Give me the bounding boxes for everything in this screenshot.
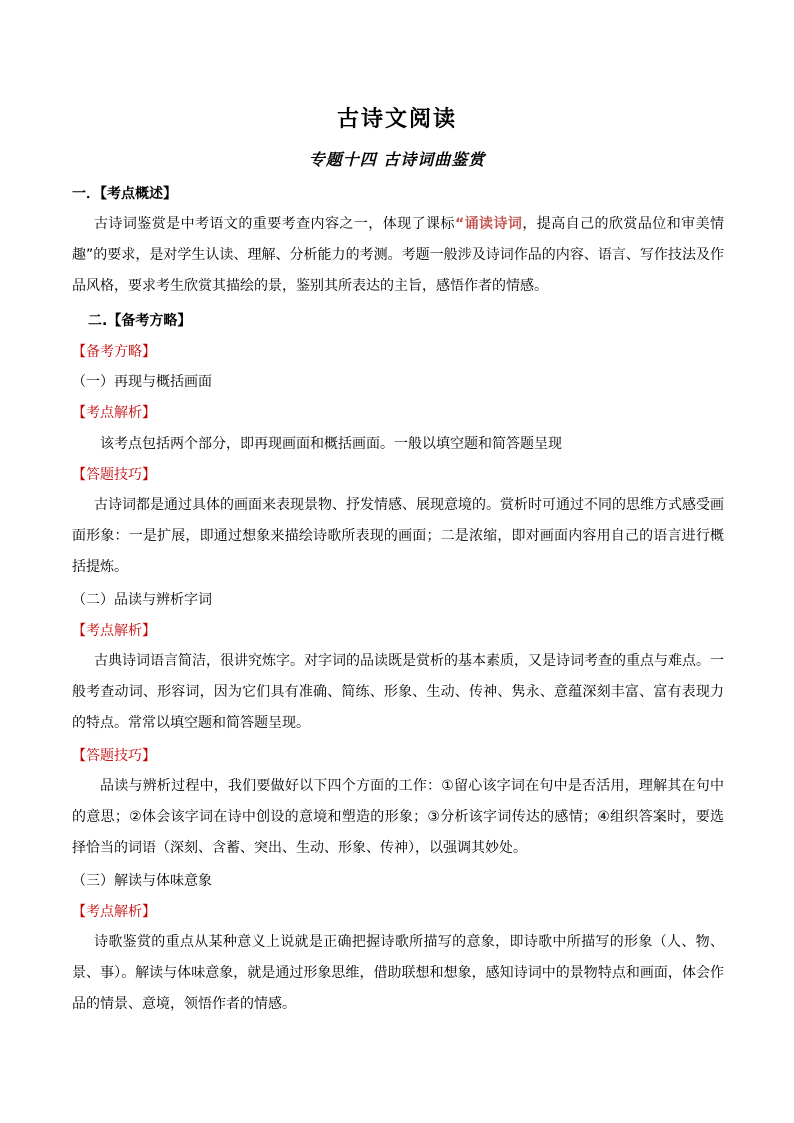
tag-beikao: 【备考方略】 [72, 344, 156, 360]
intro-highlight: “诵读诗词 [454, 216, 523, 232]
sec3-analysis-text: 诗歌鉴赏的重点从某种意义上说就是正确把握诗歌所描写的意象，即诗歌中所描写的形象（人、物、景、事）。解读与体味意象，就是通过形象思维，借助联想和想象，感知诗词中的景物特点和画面，体会作品的情景、意境，领悟作者的情感。 [72, 934, 724, 1012]
section-heading-strategy: 二.【备考方略】 [88, 313, 192, 329]
sec1-tag-analysis: 【考点解析】 [72, 405, 156, 421]
section-heading-overview: 一．【考点概述】 [72, 186, 177, 202]
page-title: 古诗文阅读 [336, 107, 457, 132]
sec2-analysis-text: 古典诗词语言简洁，很讲究炼字。对字词的品读既是赏析的基本素质，又是诗词考查的重点与难点。一般考查动词、形容词，因为它们具有准确、简练、形象、生动、传神、隽永、意蕴深刻丰富、富有表现力的特点。常常以填空题和简答题呈现。 [72, 653, 724, 731]
sec2-tag-analysis: 【考点解析】 [72, 623, 156, 639]
sec1-tag-tips: 【答题技巧】 [72, 467, 156, 483]
sec1-title: （一）再现与概括画面 [72, 374, 212, 390]
sec3-tag-analysis: 【考点解析】 [72, 904, 156, 920]
intro-paragraph [72, 209, 724, 302]
intro-text-a: 古诗词鉴赏是中考语文的重要考查内容之一，体现了课标 [94, 216, 455, 232]
intro-text-b: ，提高自己的欣赏品位和审美情趣”的要求，是对学生认读、理解、分析能力的考测。考题一般涉及诗词作品的内容、语言、写作技法及作品风格，要求考生欣赏其描绘的景，鉴别其所表达的主旨，感悟作者的情感。 [72, 216, 725, 294]
sec2-tips-text: 品读与辨析过程中，我们要做好以下四个方面的工作：①留心该字词在句中是否活用，理解其在句中的意思；②体会该字词在诗中创设的意境和塑造的形象；③分析该字词传达的感情；④组织答案时，要选择恰当的词语（深刻、含蓄、突出、生动、形象、传神），以强调其妙处。 [72, 778, 724, 856]
sec3-title: （三）解读与体味意象 [72, 873, 212, 889]
sec1-analysis-text: 该考点包括两个部分，即再现画面和概括画面。一般以填空题和简答题呈现 [100, 436, 562, 452]
sec2-title: （二）品读与辨析字词 [72, 592, 212, 608]
page-subtitle: 专题十四 古诗词曲鉴赏 [308, 150, 486, 169]
sec2-tag-tips: 【答题技巧】 [72, 748, 156, 764]
sec1-tips-text: 古诗词都是通过具体的画面来表现景物、抒发情感、展现意境的。赏析时可通过不同的思维方式感受画面形象：一是扩展，即通过想象来描绘诗歌所表现的画面；二是浓缩，即对画面内容用自己的语言进行概括提炼。 [72, 497, 724, 575]
